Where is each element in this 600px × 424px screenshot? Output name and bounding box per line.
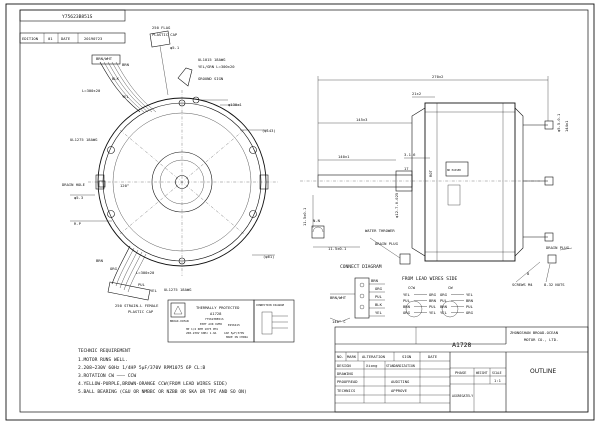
plastic-cap-label: PLASTIC CAP xyxy=(152,32,178,37)
tech-item-5: 5.BALL BEARING (C&U OR NMBBC OR NZBB OR SKA OR TPI AND SO ON) xyxy=(78,390,247,395)
nameplate-line6: E256415 xyxy=(228,323,240,327)
tech-title: TECHNIC REQUIREMENT xyxy=(78,349,131,354)
water-thrower-label: WATER THROWER xyxy=(365,228,395,233)
cw-row-1-from: ORG xyxy=(440,292,447,297)
tb-weight: WEIGHT xyxy=(476,371,488,375)
nameplate-line2: HP 1/4 RPM 1075 PH1 xyxy=(186,327,218,331)
cw-row-3-to: PUL xyxy=(466,304,473,309)
tb-date: DATE xyxy=(428,354,438,359)
conn-brn: BRN xyxy=(371,278,378,283)
drain-hole-label: DRAIN HOLE xyxy=(62,182,85,187)
tb-design: DESIGN xyxy=(337,363,351,368)
brn-bottom-label: BRN xyxy=(96,258,103,263)
tb-no: NO. xyxy=(337,354,344,359)
rotation-table xyxy=(402,276,474,317)
ccw-label: CCW xyxy=(408,285,415,290)
edition-label: EDITION xyxy=(22,36,39,41)
section-label: N-N xyxy=(313,218,320,223)
phi130-label: φ130±1 xyxy=(228,102,242,107)
nameplate-line1: EXHT AIR OVER xyxy=(200,322,222,326)
front-view-labels xyxy=(62,25,276,314)
cw-row-2-to: BRN xyxy=(466,298,473,303)
dim-17: 17 xyxy=(404,166,409,171)
yel-top-label: YEL xyxy=(122,94,129,99)
tb-scale: SCALE xyxy=(492,371,502,375)
part-number: A1728 xyxy=(452,342,472,349)
strain-label: 250 STRAIN-L FEMALE xyxy=(115,303,159,308)
shaft xyxy=(318,175,412,187)
ccw-row-4-to: YEL xyxy=(429,310,436,315)
nameplate-title: THERMALLY PROTECTED xyxy=(196,305,240,310)
phi143-label: (φ143) xyxy=(262,128,276,133)
motor-body xyxy=(425,103,515,261)
company-line1: ZHONGSHAN BROAD-OCEAN xyxy=(510,330,559,335)
ccw-row-2-to: BRN xyxy=(429,298,436,303)
pul-label: PUL xyxy=(138,282,145,287)
nameplate-small: NO PASSED xyxy=(447,169,462,172)
yel-grn-label: YEL/GRN L=300±20 xyxy=(198,64,235,69)
len-bottom-label: L=300±20 xyxy=(136,270,155,275)
dim-145: 145±3 xyxy=(356,117,368,122)
brn-wht-label: BRN/WHT xyxy=(96,56,113,61)
company-line2: MOTOR CO., LTD. xyxy=(524,337,559,342)
date-value: 20190723 xyxy=(84,36,103,41)
tb-drawing: DRAWING xyxy=(337,371,354,376)
cw-row-1-to: YEL xyxy=(466,292,473,297)
ccw-row-3-from: BRN xyxy=(403,304,410,309)
tech-item-2: 2.208~230V 60Hz 1/4HP 5μF/370V RPM1075 6P CL:B xyxy=(78,366,206,371)
tb-approve: APPROVE xyxy=(391,388,408,393)
dim-140: 140±1 xyxy=(338,154,350,159)
vent-dim: 11.5±0.1 xyxy=(302,207,307,226)
tb-standardization: STANDARDIZATION xyxy=(386,364,415,368)
drain-plug-label: DRAIN PLUG xyxy=(375,241,398,246)
connect-title: CONNECT DIAGRAM xyxy=(340,265,382,270)
ul-top-label: UL1015 18AWG xyxy=(198,57,226,62)
nameplate-brand: BROAD-OCEAN xyxy=(170,319,189,323)
ul-left-label: UL1275 18AWG xyxy=(70,137,98,142)
cw-row-2-from: PUL xyxy=(440,298,447,303)
flag-label: 250 FLAG xyxy=(152,25,171,30)
conn-pul: PUL xyxy=(375,294,382,299)
ccw-row-1-to: ORG xyxy=(429,292,436,297)
nameplate-conn-title: CONNECTION DIAGRAM xyxy=(256,304,285,307)
rot-label: ROT xyxy=(428,170,433,177)
drain-plug-right-label: DRAIN PLUG xyxy=(546,245,569,250)
phi61-label: (φ61) xyxy=(263,254,275,259)
conn-org: ORG xyxy=(375,286,382,291)
rotation-title: FROM LEAD WIRES SIDE xyxy=(402,277,458,282)
dim-21: 21±2 xyxy=(412,91,422,96)
connect-diagram xyxy=(330,264,385,324)
cw-row-4-from: YEL xyxy=(440,310,447,315)
header-block xyxy=(20,10,125,43)
dim-right2: 144±1 xyxy=(564,120,569,132)
title-block xyxy=(335,327,588,412)
nameplate-line3: 208-230V 60Hz 1.9A xyxy=(186,331,217,335)
angle-label: 120° xyxy=(120,183,130,188)
side-view-labels xyxy=(302,74,570,287)
tb-sign: SIGN xyxy=(402,354,412,359)
phi53-label: φ5.3 xyxy=(74,195,84,200)
tb-alteration: ALTERATION xyxy=(362,354,385,359)
tb-outline: OUTLINE xyxy=(530,368,557,375)
nameplate-line4: CAP 5μF/370V xyxy=(224,331,245,335)
rp-label: R.P xyxy=(74,221,81,226)
ccw-row-3-to: PUL xyxy=(429,304,436,309)
tb-aggregately: AGGREGATELY xyxy=(452,394,474,398)
tb-technics: TECHNICS xyxy=(337,388,356,393)
drawing-number: Y75623B851S xyxy=(62,15,93,20)
dim-11: 11.5±0.1 xyxy=(328,246,347,251)
brn-top-label: BRN xyxy=(122,62,129,67)
ccw-row-2-from: PUL xyxy=(403,298,410,303)
nameplate-model: A1728 xyxy=(210,311,222,316)
dim-8: 8 xyxy=(527,271,530,276)
side-view xyxy=(300,76,572,282)
ground-sign-label: GROUND SIGN xyxy=(198,76,224,81)
tech-item-1: 1.MOTOR RUNS WELL. xyxy=(78,358,128,363)
nameplate-code: Y75623B851S xyxy=(205,317,224,321)
ul-bottom-label: UL1275 18AWG xyxy=(164,287,192,292)
date-label: DATE xyxy=(61,36,71,41)
nameplate-label xyxy=(168,300,294,342)
conn-brn-wht: BRN/WHT xyxy=(330,295,347,300)
dim-270: 270±2 xyxy=(432,74,444,79)
dim-right1: φ5.5-0.1 xyxy=(556,113,561,132)
plastic-cap-bottom-label: PLASTIC CAP xyxy=(128,309,154,314)
yel-bottom-label: YEL xyxy=(150,288,157,293)
cw-row-3-from: BRN xyxy=(440,304,447,309)
dim-3: 3-1.6 xyxy=(404,152,416,157)
tb-mark: MARK xyxy=(347,354,357,359)
cw-label: CW xyxy=(448,285,453,290)
ccw-row-1-from: YEL xyxy=(403,292,410,297)
conn-temp: 140° C xyxy=(332,319,346,324)
tb-designer: Xiong xyxy=(366,363,378,368)
technic-requirement xyxy=(78,348,247,395)
org-label: ORG xyxy=(110,266,117,271)
nameplate-line5: MADE IN CHINA xyxy=(226,335,248,339)
shaft-dia: φ12.7-0.025 xyxy=(394,192,399,218)
ccw-row-4-from: ORG xyxy=(403,310,410,315)
conn-yel: YEL xyxy=(375,310,382,315)
blk-label: BLK xyxy=(112,76,119,81)
nuts-label: 8-32 NUTS xyxy=(544,282,565,287)
len-left-label: L=300±20 xyxy=(82,88,101,93)
tb-proofread: PROOFREAD xyxy=(337,379,358,384)
tb-phase: PHASE xyxy=(455,370,467,375)
phi-label: φ5.1 xyxy=(170,45,180,50)
screws-label: SCREWS M4 xyxy=(512,282,533,287)
tech-item-4: 4.YELLOW-PURPLE,BROWN-ORANGE CCW(FROM LEAD WIRES SIDE) xyxy=(78,382,228,387)
tb-scale-value: 1:1 xyxy=(494,378,501,383)
tech-item-3: 3.ROTATION CW ——— CCW xyxy=(78,374,137,379)
edition-value: 01 xyxy=(48,36,53,41)
conn-blk: BLK xyxy=(375,302,382,307)
tb-auditing: AUDITING xyxy=(391,379,410,384)
cw-row-4-to: ORG xyxy=(466,310,473,315)
